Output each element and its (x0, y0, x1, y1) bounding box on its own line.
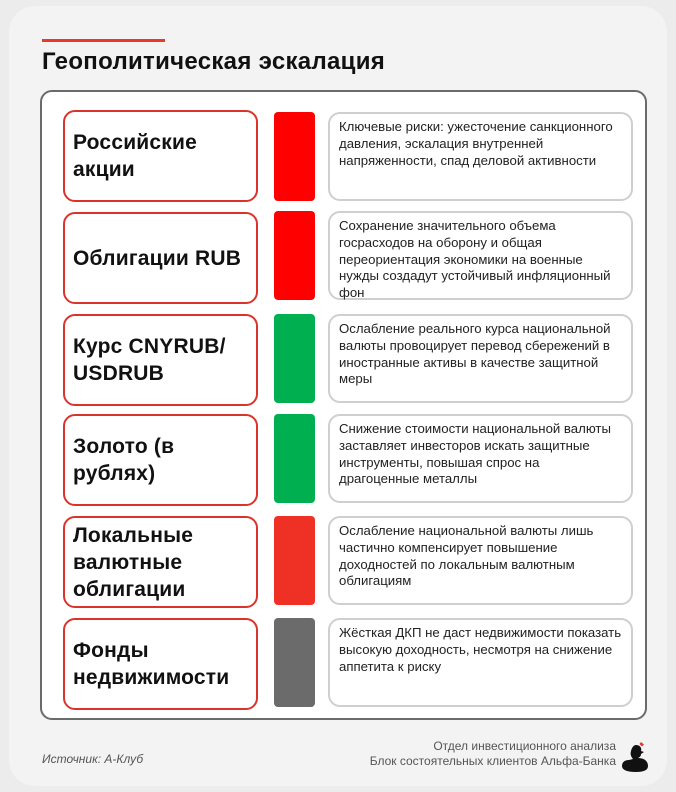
asset-description: Жёсткая ДКП не даст недвижимости показать высокую доходность, несмотря на снижение аппетита к риску (328, 618, 633, 707)
asset-label: Курс CNYRUB/ USDRUB (63, 314, 258, 406)
signal-bar (274, 314, 315, 403)
signal-bar (274, 211, 315, 300)
department-line: Блок состоятельных клиентов Альфа-Банка (369, 754, 616, 768)
page-title: Геополитическая эскалация (42, 48, 386, 75)
asset-label: Российские акции (63, 110, 258, 202)
asset-label: Фонды недвижимости (63, 618, 258, 710)
source-note: Источник: А-Клуб (42, 752, 144, 766)
department-info (370, 739, 616, 769)
asset-label: Локальные валютные облигации (63, 516, 258, 608)
asset-description: Снижение стоимости национальной валюты заставляет инвесторов искать защитные инструменты, повышая спрос на драгоценные металлы (328, 414, 633, 503)
asset-label: Облигации RUB (63, 212, 258, 304)
asset-label: Золото (в рублях) (63, 414, 258, 506)
signal-bar (274, 414, 315, 503)
asset-description: Ослабление реального курса национальной валюты провоцирует перевод сбережений в иностранные активы в качестве защитной меры (328, 314, 633, 403)
asset-description: Ослабление национальной валюты лишь частично компенсирует повышение доходностей по локальным валютным облигациям (328, 516, 633, 605)
signal-bar (274, 112, 315, 201)
department-line: Отдел инвестиционного анализа (433, 739, 616, 753)
signal-bar (274, 516, 315, 605)
title-accent-line (42, 39, 165, 42)
duck-logo-icon (619, 741, 649, 773)
asset-description: Сохранение значительного объема госрасходов на оборону и общая переориентация экономики на военные нужды создадут устойчивый инфляционный фон (328, 211, 633, 300)
signal-bar (274, 618, 315, 707)
assets-panel (40, 90, 647, 720)
asset-description: Ключевые риски: ужесточение санкционного давления, эскалация внутренней напряженности, спад деловой активности (328, 112, 633, 201)
